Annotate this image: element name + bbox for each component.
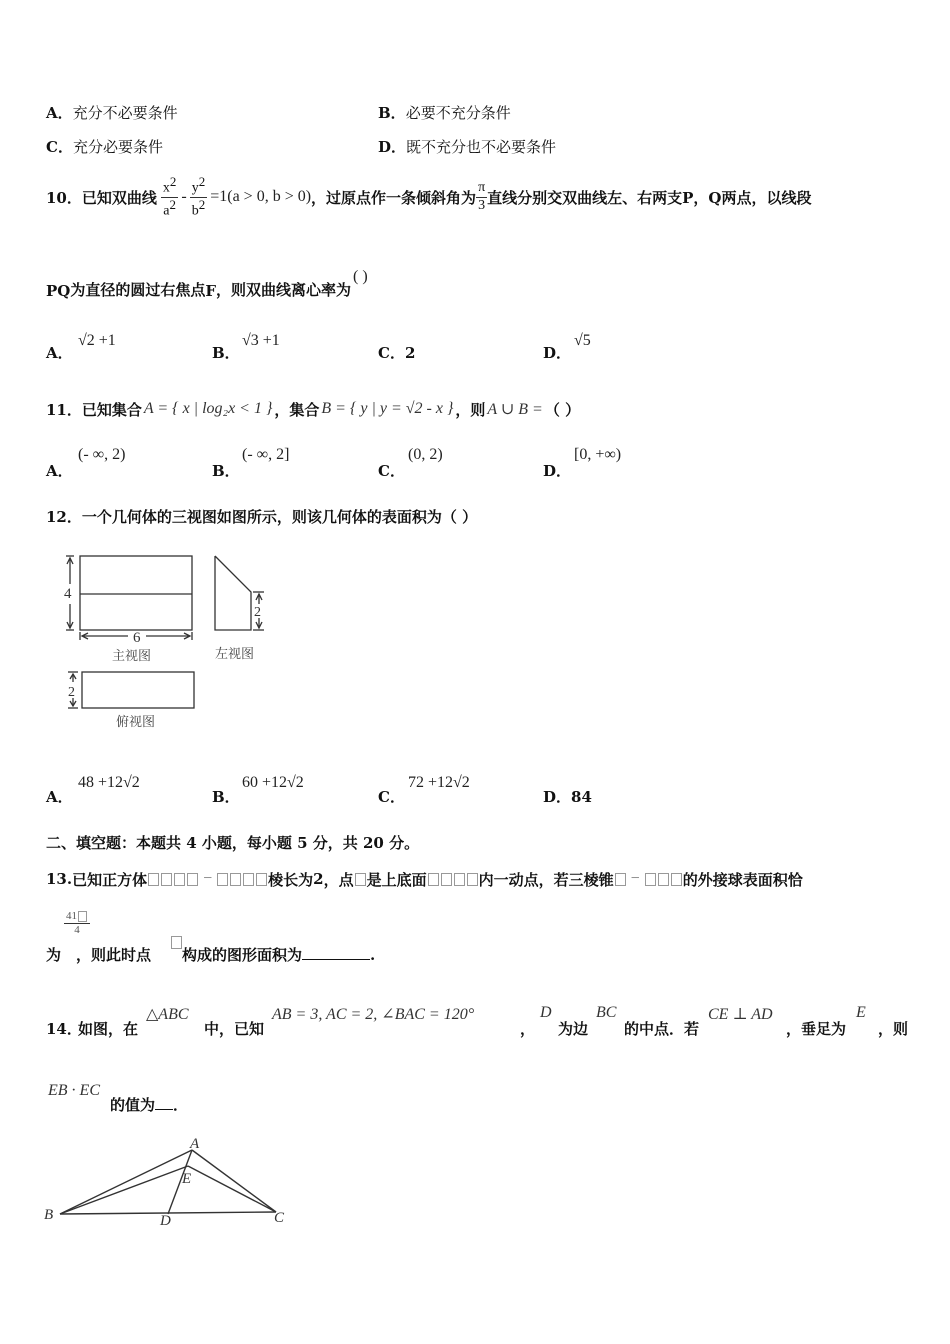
point-d-label: D xyxy=(160,1213,171,1229)
dim-6-label: 6 xyxy=(133,630,141,646)
dim-2-side-label: 2 xyxy=(254,605,261,620)
q9-option-c: C．充分必要条件 xyxy=(46,138,163,156)
q10-stem-line1: 10． 已知双曲线 $\frac{x^2}{a^2}$ - $\frac{y^2}{b^2}$ =1(a > 0, b > 0) ，过原点作一条倾斜角为 $\frac{\pi}{3}$ 直线分别交双曲线左、右两支 P，Q 两点，以线段 xyxy=(46,173,812,219)
point-b-label: B xyxy=(44,1207,54,1223)
q9-option-d: D．既不充分也不必要条件 xyxy=(378,138,557,156)
q11-option-d: D． xyxy=(543,462,572,480)
q10-option-d: D． xyxy=(543,344,572,362)
front-view-rect xyxy=(80,556,192,630)
top-view-label: 俯视图 xyxy=(116,715,156,730)
side-view-shape xyxy=(215,556,251,630)
section-2-title: 二、填空题：本题共 4 小题，每小题 5 分，共 20 分。 xyxy=(46,834,420,852)
segment-ce xyxy=(188,1166,276,1212)
triangle-figure xyxy=(40,1130,300,1230)
q12-option-c: C． xyxy=(378,788,405,806)
q9-option-a: A．充分不必要条件 xyxy=(46,104,178,122)
q11-option-c: C． xyxy=(378,462,405,480)
q11-option-a: A． xyxy=(46,462,73,480)
dim-2-top-label: 2 xyxy=(68,685,75,700)
q11-stem: 11． 已知集合 A = { x | log₂x < 1 } ，集合 B = { y | y = √2 - x } ，则 A ∪ B = （ ） xyxy=(46,400,581,419)
q12-option-a: A． xyxy=(46,788,73,806)
q12-options: A． 48 +12√2 B． 60 +12√2 C． 72 +12√2 D．84 xyxy=(46,774,592,806)
point-c-label: C xyxy=(274,1210,285,1226)
side-view-label: 左视图 xyxy=(215,647,255,662)
segment-ac xyxy=(192,1150,276,1212)
q11-options: A． (- ∞, 2) B． (- ∞, 2] C． (0, 2) D． [0, +∞) xyxy=(46,446,622,480)
q10-option-c: C．2 xyxy=(378,344,416,362)
q12-option-b: B． xyxy=(212,788,240,806)
q12-option-d: D．84 xyxy=(543,788,592,806)
q10-option-a: A． xyxy=(46,344,73,362)
three-view-figure xyxy=(58,548,278,738)
q10-options: A． √2 +1 B． √3 +1 C．2 D． √5 xyxy=(46,332,591,362)
q13-stem-line1: 13. 已知正方体 − 棱长为 2 ，点 是上底面 内一动点，若三棱锥 − 的外接球表面积恰 xyxy=(46,870,803,889)
segment-be xyxy=(60,1166,188,1214)
front-view-label: 主视图 xyxy=(112,649,152,664)
top-view-rect xyxy=(82,672,194,708)
q12-stem: 12．一个几何体的三视图如图所示，则该几何体的表面积为（ ） xyxy=(46,508,478,526)
dim-4-label: 4 xyxy=(64,586,72,602)
point-a-label: A xyxy=(190,1136,200,1152)
point-e-label: E xyxy=(182,1171,192,1187)
q9-option-b: B．必要不充分条件 xyxy=(378,104,511,122)
q11-option-b: B． xyxy=(212,462,240,480)
q10-stem-line2: PQ 为直径的圆过右焦点 F ，则双曲线离心率为 ( ) xyxy=(46,268,368,300)
q10-option-b: B． xyxy=(212,344,240,362)
